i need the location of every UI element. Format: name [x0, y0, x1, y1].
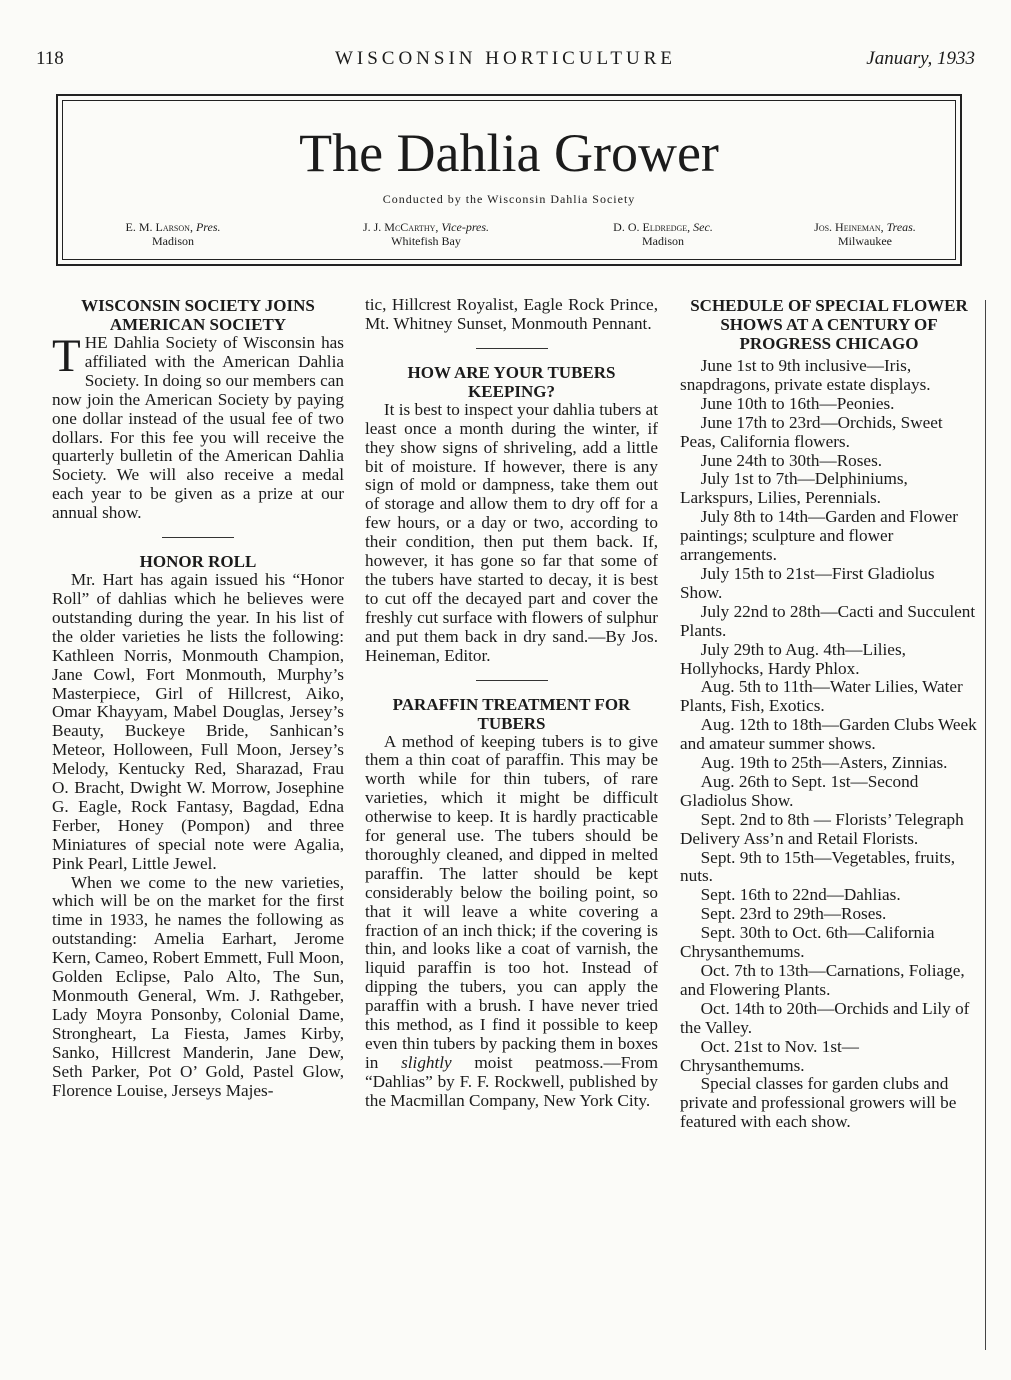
- schedule-item: Sept. 23rd to 29th—Roses.: [700, 904, 887, 924]
- schedule-item: July 8th to 14th—Garden and Flower paintings; sculpture and flower arrangements.: [680, 507, 958, 565]
- article-heading-honor-roll: HONOR ROLL: [139, 552, 257, 572]
- schedule-item: Sept. 2nd to 8th — Florists’ Telegraph Delivery Ass’n and Retail Florists.: [680, 809, 964, 848]
- schedule-item: July 29th to Aug. 4th—Lilies, Hollyhocks, Hardy Phlox.: [680, 639, 906, 678]
- schedule-item: Special classes for garden clubs and private and professional growers will be featured with each show.: [680, 1074, 957, 1132]
- officer-secretary: D. O. Eldredge, Sec. Madison: [613, 220, 713, 248]
- schedule-item: Aug. 12th to 18th—Garden Clubs Week and amateur summer shows.: [680, 715, 977, 754]
- divider: [476, 680, 548, 681]
- schedule-item: Oct. 7th to 13th—Carnations, Foliage, and Flowering Plants.: [680, 961, 965, 999]
- schedule-item: Sept. 16th to 22nd—Dahlias.: [700, 885, 901, 905]
- schedule-item: June 10th to 16th—Peonies.: [700, 393, 895, 413]
- journal-title: WISCONSIN HORTICULTURE: [334, 48, 677, 69]
- officer-treasurer: Jos. Heineman, Treas. Milwaukee: [814, 220, 916, 248]
- officer-vice-president: J. J. McCarthy, Vice-pres. Whitefish Bay: [362, 220, 490, 248]
- column-2: [365, 296, 658, 1111]
- column-1: [52, 296, 344, 1100]
- article-paragraph: A method of keeping tubers is to give them a thin coat of paraffin. This may be worth while for thin tubers, of rare varieties, which it might be difficult otherwise to keep. It is hardly practicable for general use. The tubers should be thoroughly cleaned, and dipped in melted paraffin. The latter should be kept considerably below the boiling point, so that it will leave a white covering a fraction of an inch thick; if the covering is thin, and looks like a coat of varnish, the liquid paraffin is too hot. Instead of dipping the tubers, you can apply the paraffin with a brush. I have never tried this method, as I find it possible to keep even thin tubers by packing them in boxes in slightly moist peatmoss.—From “Dahlias” by F. F. Rockwell, published by the Macmillan Company, New York City.: [365, 731, 658, 1110]
- issue-date: January, 1933: [866, 48, 975, 69]
- column-3: [680, 296, 978, 1132]
- schedule-item: July 15th to 21st—First Gladiolus Show.: [680, 563, 935, 602]
- right-edge-rule: [985, 300, 986, 1350]
- show-schedule: [680, 357, 978, 1132]
- section-subtitle: Conducted by the Wisconsin Dahlia Society: [382, 192, 636, 206]
- running-header: [36, 48, 975, 78]
- schedule-item: June 24th to 30th—Roses.: [700, 450, 883, 470]
- article-heading-tubers-keeping: HOW ARE YOUR TUBERS KEEPING?: [407, 362, 616, 401]
- schedule-item: Sept. 30th to Oct. 6th—California Chrysanthemums.: [680, 923, 935, 962]
- article-paragraph: Mr. Hart has again issued his “Honor Roll” of dahlias which he believes were outstanding during the year. In his list of the older varieties he lists the following: Kathleen Norris, Monmouth Champion, Jane Cowl, Fort Monmouth, Murphy’s Masterpiece, Girl of Hillcrest, Aiko, Omar Khayyam, Mabel Douglas, Jersey’s Beauty, Buckeye Bride, Sanhican’s Meteor, Holloween, Full Moon, Jersey’s Melody, Kentucky Red, Sharazad, Frau O. Bracht, Dwight W. Morrow, Josephine G. Eagle, Rock Fantasy, Bagdad, Edna Ferber, Honey (Pompon) and three Miniatures of special note were Agalia, Pink Pearl, Little Jewel.: [52, 570, 344, 873]
- schedule-item: Aug. 19th to 25th—Asters, Zinnias.: [700, 753, 948, 773]
- drop-cap: T: [52, 330, 81, 382]
- schedule-item: July 1st to 7th—Delphiniums, Larkspurs, Lilies, Perennials.: [680, 469, 908, 508]
- schedule-item: June 1st to 9th inclusive—Iris, snapdragons, private estate displays.: [680, 356, 931, 394]
- schedule-item: Oct. 14th to 20th—Orchids and Lily of the Valley.: [680, 998, 970, 1037]
- divider: [476, 348, 548, 349]
- article-paragraph: It is best to inspect your dahlia tubers at least once a month during the winter, if they show signs of shriveling, add a little bit of moisture. If however, there is any sign of mold or dampness, take them out of storage and allow them to dry off for a few hours, or a day or two, according to their condition, then put them back. If, however, it has gone so far that some of the tubers have started to decay, it is best to cut off the decayed part and cover the freshly cut surface with flowers of sulphur and put them back in dry sand.—By Jos. Heineman, Editor.: [365, 399, 658, 665]
- schedule-item: Sept. 9th to 15th—Vegetables, fruits, nuts.: [680, 847, 956, 886]
- masthead: [56, 94, 962, 266]
- officer-president: E. M. Larson, Pres. Madison: [125, 220, 221, 248]
- schedule-item: June 17th to 23rd—Orchids, Sweet Peas, California flowers.: [680, 412, 943, 451]
- article-heading-paraffin: PARAFFIN TREATMENT FOR TUBERS: [392, 694, 631, 733]
- schedule-item: July 22nd to 28th—Cacti and Succulent Plants.: [680, 601, 976, 640]
- schedule-item: Aug. 26th to Sept. 1st—Second Gladiolus Show.: [680, 771, 919, 810]
- schedule-item: Oct. 21st to Nov. 1st—Chrysanthemums.: [680, 1036, 859, 1075]
- article-heading-flower-shows: SCHEDULE OF SPECIAL FLOWER SHOWS AT A CENTURY OF PROGRESS CHICAGO: [690, 296, 968, 353]
- divider: [162, 537, 234, 538]
- article-paragraph: tic, Hillcrest Royalist, Eagle Rock Prince, Mt. Whitney Sunset, Monmouth Pennant.: [365, 295, 658, 333]
- page-number: 118: [36, 48, 64, 69]
- article-paragraph: THE Dahlia Society of Wisconsin has affiliated with the American Dahlia Society. In doing so our members can now join the American Society by paying one dollar instead of the usual fee of two dollars. For this fee you will receive the quarterly bulletin of the American Dahlia Society. We will also receive a medal each year to be given as a prize at our annual show.: [52, 330, 344, 523]
- article-paragraph: When we come to the new varieties, which will be on the market for the first time in 1933, he names the following as outstanding: Amelia Earhart, Jerome Kern, Cameo, Robert Emmett, Full Moon, Golden Eclipse, Palo Alto, The Sun, Monmouth General, Wm. J. Rathgeber, Lady Moyra Ponsonby, Colonial Dame, Strongheart, La Fiesta, James Kirby, Sanko, Hillcrest Manderin, Jane Dew, Seth Parker, Pot O’ Gold, Pastel Glow, Florence Louise, Jerseys Majes-: [52, 872, 344, 1100]
- section-title: The Dahlia Grower: [299, 123, 719, 183]
- article-heading-joins-society: WISCONSIN SOCIETY JOINS AMERICAN SOCIETY: [81, 296, 315, 334]
- schedule-item: Aug. 5th to 11th—Water Lilies, Water Plants, Fish, Exotics.: [680, 677, 963, 716]
